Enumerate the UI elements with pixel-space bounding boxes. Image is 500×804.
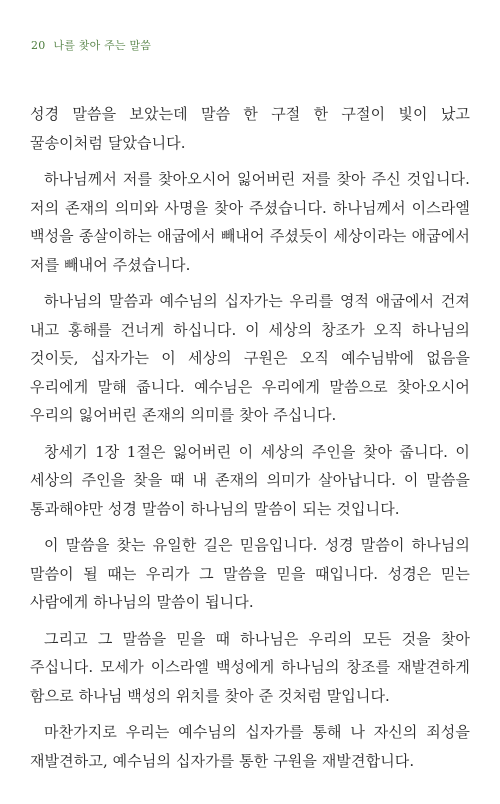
paragraph: 그리고 그 말씀을 믿을 때 하나님은 우리의 모든 것을 찾아 주십니다. 모세가 이스라엘 백성에게 하나님의 창조를 재발견하게 함으로 하나님 백성의 위치를 찾아 준 것처럼 말입니다. [30,629,470,705]
paragraph: 하나님의 말씀과 예수님의 십자가는 우리를 영적 애굽에서 건져 내고 홍해를 건너게 하십니다. 이 세상의 창조가 오직 하나님의 것이듯, 십자가는 이 세상의 구원은 오직 예수님밖에 없음을 우리에게 말해 줍니다. 예수님은 우리에게 말씀으로 찾아오시어 우리의 잃어버린 존재의 의미를 찾아 주십니다. [30,292,470,424]
paragraph: 이 말씀을 찾는 유일한 길은 믿음입니다. 성경 말씀이 하나님의 말씀이 될 때는 우리가 그 말씀을 믿을 때입니다. 성경은 믿는 사람에게 하나님의 말씀이 됩니다. [30,536,470,611]
paragraph: 마찬가지로 우리는 예수님의 십자가를 통해 나 자신의 죄성을 재발견하고, 예수님의 십자가를 통한 구원을 재발견합니다. [30,723,470,770]
paragraph: 하나님께서 저를 찾아오시어 잃어버린 저를 찾아 주신 것입니다. 저의 존재의 의미와 사명을 찾아 주셨습니다. 하나님께서 이스라엘 백성을 종살이하는 애굽에서 빼내어 주셨듯이 세상이라는 애굽에서 저를 빼내어 주셨습니다. [30,170,470,274]
paragraph: 창세기 1장 1절은 잃어버린 이 세상의 주인을 찾아 줍니다. 이 세상의 주인을 찾을 때 내 존재의 의미가 살아납니다. 이 말씀을 통과해야만 성경 말씀이 하나님의 말씀이 되는 것입니다. [30,442,470,518]
body-text [30,100,470,783]
paragraph: 성경 말씀을 보았는데 말씀 한 구절 한 구절이 빛이 났고 꿀송이처럼 달았습니다. [30,105,470,152]
page-number: 20 [31,38,46,52]
running-title: 나를 찾아 주는 말씀 [53,39,152,52]
running-header [31,37,151,53]
